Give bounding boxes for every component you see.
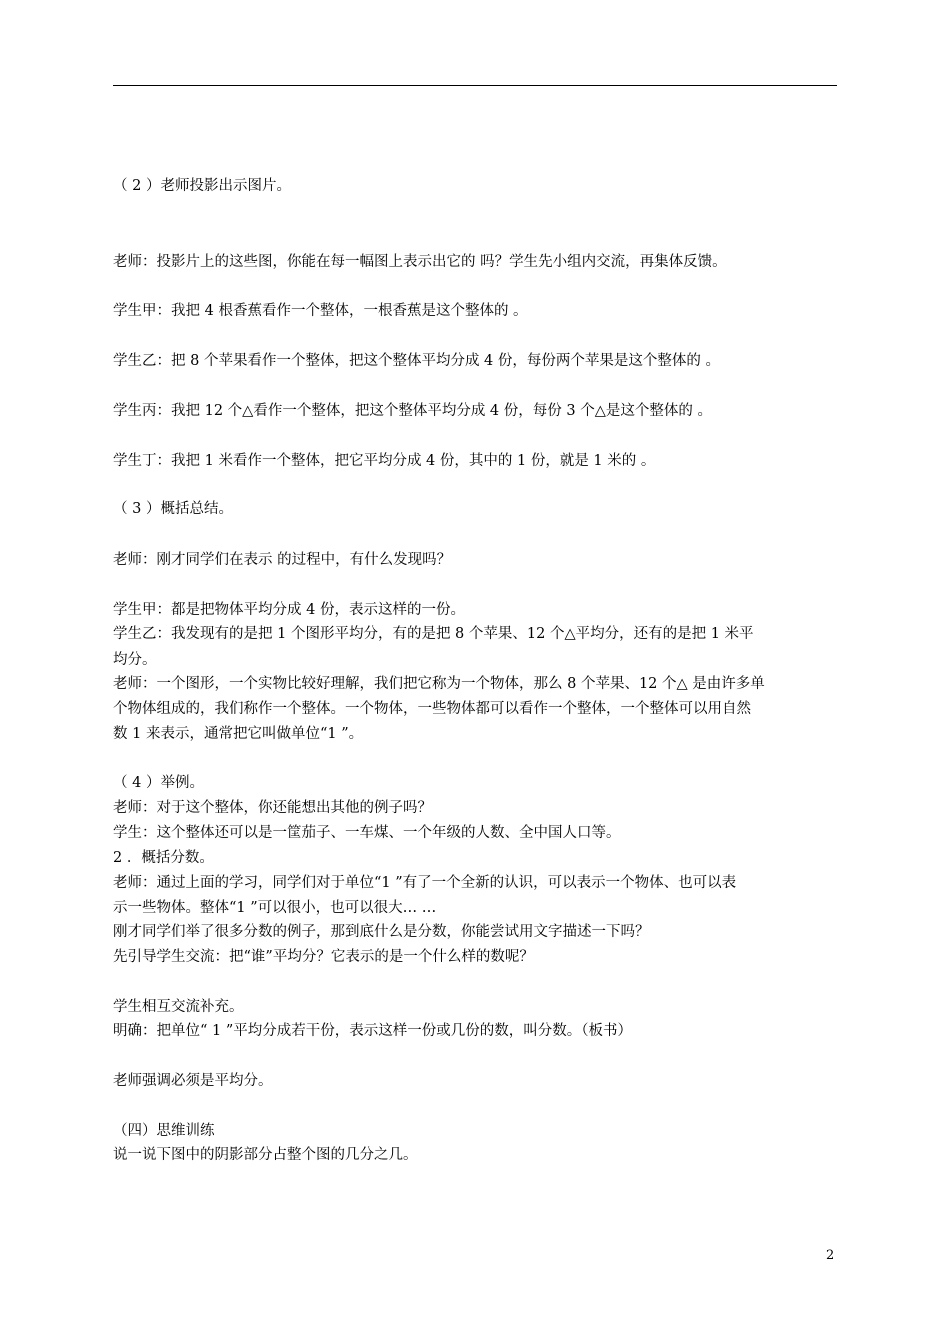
paragraph-line: 明确：把单位“ 1 ”平均分成若干份，表示这样一份或几份的数，叫分数。（板书） (113, 1023, 633, 1039)
paragraph-line: 学生甲：都是把物体平均分成 4 份，表示这样的一份。 (113, 602, 465, 618)
paragraph-line: 学生乙：我发现有的是把 1 个图形平均分，有的是把 8 个苹果、12 个△平均分，还有的是把 1 米平 (113, 626, 754, 642)
paragraph-line: （ 4 ）举例。 (113, 775, 204, 791)
paragraph-line: 老师：刚才同学们在表示 的过程中，有什么发现吗？ (113, 552, 452, 568)
paragraph-line: 个物体组成的，我们称作一个整体。一个物体，一些物体都可以看作一个整体，一个整体可以用自然 (113, 701, 751, 717)
paragraph-line: 学生丁：我把 1 米看作一个整体，把它平均分成 4 份，其中的 1 份，就是 1 米的 。 (113, 453, 656, 469)
paragraph-line: 老师：对于这个整体，你还能想出其他的例子吗？ (113, 800, 432, 816)
paragraph-line: 刚才同学们举了很多分数的例子，那到底什么是分数，你能尝试用文字描述一下吗？ (113, 924, 650, 940)
paragraph-line: 老师强调必须是平均分。 (113, 1073, 273, 1089)
paragraph-line: 数 1 来表示，通常把它叫做单位“1 ”。 (113, 726, 364, 742)
paragraph-line: 学生甲：我把 4 根香蕉看作一个整体，一根香蕉是这个整体的 。 (113, 303, 528, 319)
paragraph-line: 先引导学生交流：把“谁”平均分？它表示的是一个什么样的数呢？ (113, 949, 534, 965)
paragraph-line: 示一些物体。整体“1 ”可以很小，也可以很大… … (113, 900, 437, 916)
page-number: 2 (826, 1248, 835, 1263)
paragraph-line: （ 3 ）概括总结。 (113, 501, 233, 517)
header-rule (113, 85, 837, 86)
paragraph-line: 学生乙：把 8 个苹果看作一个整体，把这个整体平均分成 4 份，每份两个苹果是这个整体的 。 (113, 353, 720, 369)
paragraph-line: 老师：一个图形，一个实物比较好理解，我们把它称为一个物体，那么 8 个苹果、12 个△ 是由许多单 (113, 676, 765, 692)
paragraph-line: （ 2 ）老师投影出示图片。 (113, 178, 291, 194)
paragraph-line: （四）思维训练 (113, 1123, 215, 1139)
paragraph-line: 均分。 (113, 652, 157, 668)
paragraph-line: 说一说下图中的阴影部分占整个图的几分之几。 (113, 1147, 418, 1163)
paragraph-line: 学生丙：我把 12 个△看作一个整体，把这个整体平均分成 4 份，每份 3 个△是这个整体的 。 (113, 403, 712, 419)
paragraph-line: 2 ．概括分数。 (113, 850, 214, 866)
paragraph-line: 老师：通过上面的学习，同学们对于单位“1 ”有了一个全新的认识，可以表示一个物体、也可以表 (113, 875, 737, 891)
paragraph-line: 学生相互交流补充。 (113, 999, 244, 1015)
paragraph-line: 学生：这个整体还可以是一筐茄子、一车煤、一个年级的人数、全中国人口等。 (113, 825, 621, 841)
paragraph-line: 老师：投影片上的这些图，你能在每一幅图上表示出它的 吗？学生先小组内交流，再集体反馈。 (113, 254, 727, 270)
